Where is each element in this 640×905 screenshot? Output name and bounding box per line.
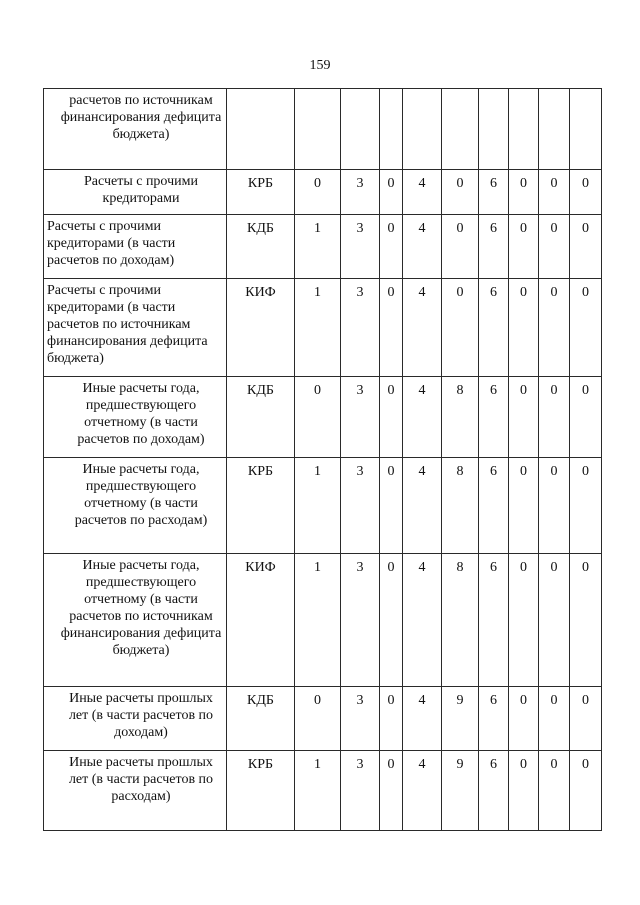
digit-cell: 8 [442,377,479,458]
digit-cell: 0 [380,170,403,215]
digit-cell: 0 [570,215,602,279]
row-code: КИФ [227,554,295,687]
row-code: КИФ [227,279,295,377]
row-code: КРБ [227,170,295,215]
digit-cell [380,89,403,170]
digit-cell: 0 [380,215,403,279]
digit-cell: 6 [479,554,509,687]
row-name: Иные расчеты года, предшествующего отчетному (в части расчетов по источникам финансирования дефицита бюджета) [44,554,227,687]
row-name: расчетов по источникам финансирования дефицита бюджета) [44,89,227,170]
row-name: Иные расчеты прошлых лет (в части расчетов по расходам) [44,751,227,831]
digit-cell: 9 [442,751,479,831]
digit-cell [570,89,602,170]
digit-cell: 1 [295,279,341,377]
page-number: 159 [309,58,331,73]
digit-cell: 6 [479,458,509,554]
digit-cell: 0 [570,458,602,554]
digit-cell [509,89,539,170]
digit-cell: 3 [341,751,380,831]
digit-cell: 0 [442,279,479,377]
digit-cell: 4 [403,458,442,554]
digit-cell: 0 [570,751,602,831]
row-code [227,89,295,170]
digit-cell: 0 [380,687,403,751]
digit-cell: 0 [380,751,403,831]
digit-cell: 0 [539,279,570,377]
digit-cell: 8 [442,458,479,554]
digit-cell: 0 [539,377,570,458]
digit-cell: 0 [509,751,539,831]
table-row [44,458,602,554]
row-name: Иные расчеты года, предшествующего отчетному (в части расчетов по расходам) [44,458,227,554]
digit-cell: 9 [442,687,479,751]
digit-cell: 0 [509,279,539,377]
row-name: Расчеты с прочими кредиторами (в части расчетов по доходам) [44,215,227,279]
digit-cell: 3 [341,279,380,377]
digit-cell: 6 [479,215,509,279]
account-codes-table [43,88,602,831]
row-code: КДБ [227,215,295,279]
digit-cell: 0 [295,687,341,751]
digit-cell: 0 [570,377,602,458]
digit-cell: 8 [442,554,479,687]
digit-cell [442,89,479,170]
digit-cell: 0 [570,554,602,687]
digit-cell: 4 [403,377,442,458]
digit-cell: 3 [341,554,380,687]
digit-cell: 0 [509,215,539,279]
digit-cell: 4 [403,279,442,377]
row-name: Иные расчеты прошлых лет (в части расчетов по доходам) [44,687,227,751]
digit-cell: 0 [539,554,570,687]
table-row [44,89,602,170]
digit-cell: 0 [295,170,341,215]
digit-cell: 4 [403,215,442,279]
digit-cell: 3 [341,687,380,751]
digit-cell: 0 [442,215,479,279]
digit-cell: 3 [341,215,380,279]
digit-cell: 6 [479,687,509,751]
digit-cell: 3 [341,458,380,554]
digit-cell [403,89,442,170]
digit-cell: 6 [479,170,509,215]
digit-cell: 0 [509,377,539,458]
digit-cell: 0 [509,687,539,751]
digit-cell: 0 [570,170,602,215]
digit-cell: 1 [295,554,341,687]
digit-cell [295,89,341,170]
table-row [44,687,602,751]
digit-cell: 0 [380,458,403,554]
digit-cell: 0 [380,279,403,377]
digit-cell: 0 [380,554,403,687]
row-code: КДБ [227,377,295,458]
digit-cell: 0 [539,170,570,215]
digit-cell: 0 [509,554,539,687]
row-name: Расчеты с прочими кредиторами [44,170,227,215]
digit-cell: 4 [403,751,442,831]
digit-cell: 0 [570,279,602,377]
digit-cell: 0 [539,751,570,831]
row-code: КРБ [227,458,295,554]
row-code: КРБ [227,751,295,831]
digit-cell: 0 [539,687,570,751]
digit-cell: 0 [380,377,403,458]
table-row [44,279,602,377]
digit-cell: 6 [479,279,509,377]
digit-cell: 3 [341,170,380,215]
row-name: Иные расчеты года, предшествующего отчетному (в части расчетов по доходам) [44,377,227,458]
digit-cell: 0 [539,458,570,554]
digit-cell: 4 [403,554,442,687]
table-row [44,215,602,279]
digit-cell: 6 [479,751,509,831]
table-row [44,751,602,831]
digit-cell: 6 [479,377,509,458]
digit-cell: 0 [570,687,602,751]
digit-cell: 3 [341,377,380,458]
digit-cell: 4 [403,687,442,751]
digit-cell: 4 [403,170,442,215]
table-row [44,554,602,687]
row-name: Расчеты с прочими кредиторами (в части расчетов по источникам финансирования дефицита бюджета) [44,279,227,377]
table-row [44,170,602,215]
digit-cell: 1 [295,458,341,554]
digit-cell: 1 [295,751,341,831]
digit-cell [479,89,509,170]
digit-cell: 0 [539,215,570,279]
table-row [44,377,602,458]
digit-cell: 0 [509,458,539,554]
digit-cell [341,89,380,170]
digit-cell [539,89,570,170]
digit-cell: 0 [509,170,539,215]
digit-cell: 1 [295,215,341,279]
row-code: КДБ [227,687,295,751]
digit-cell: 0 [295,377,341,458]
digit-cell: 0 [442,170,479,215]
